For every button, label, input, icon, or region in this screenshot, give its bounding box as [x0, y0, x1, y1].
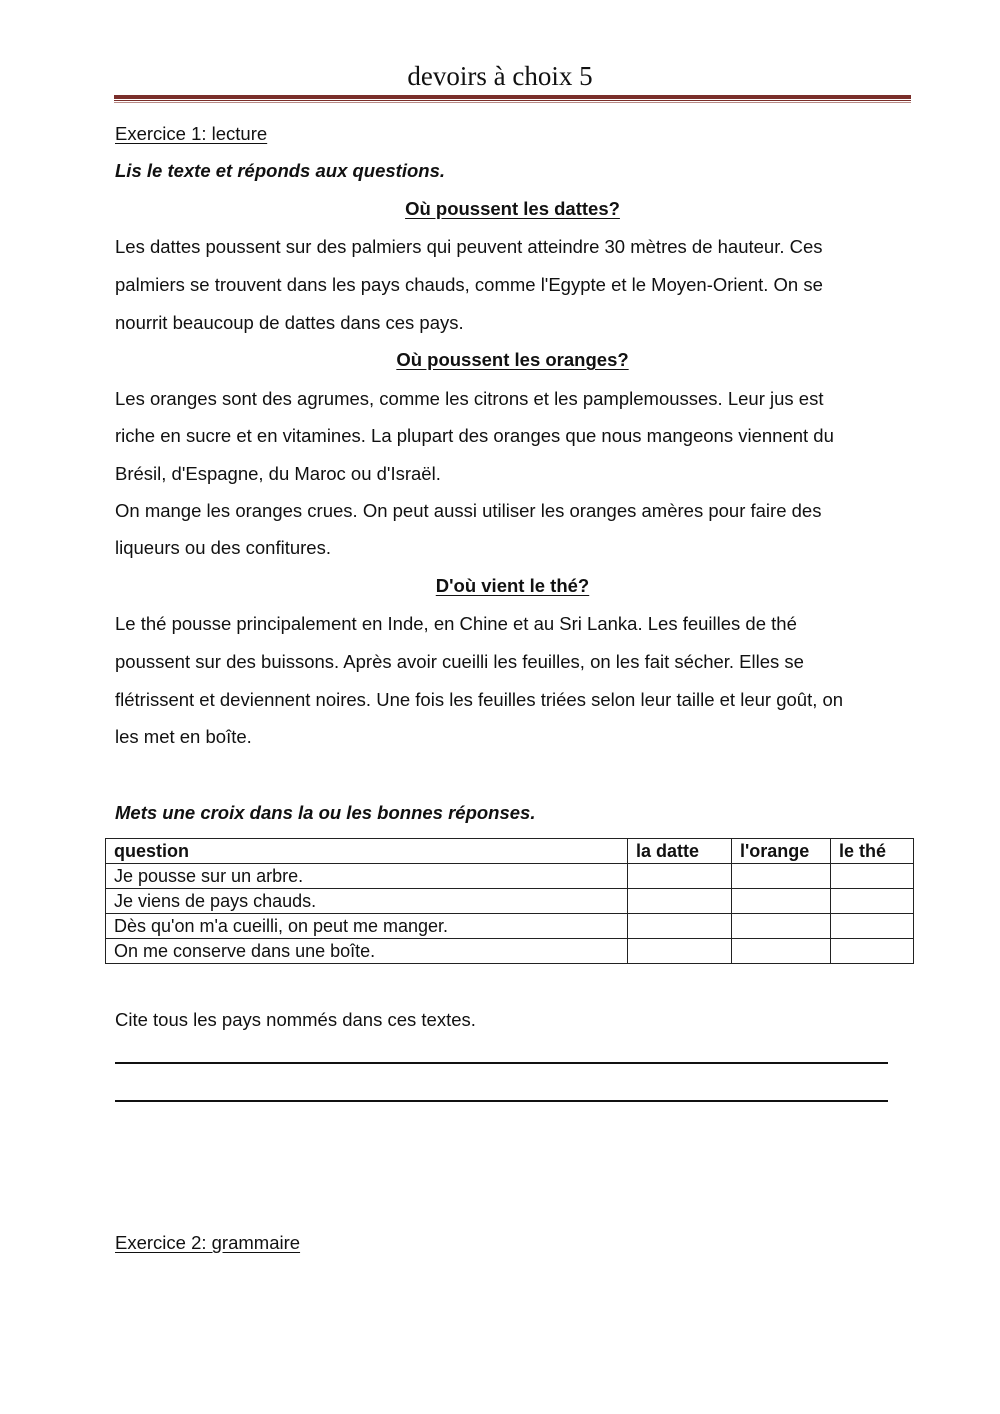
header-orange: l'orange [732, 839, 831, 864]
question-cell: On me conserve dans une boîte. [106, 939, 628, 964]
text-line: nourrit beaucoup de dattes dans ces pays. [115, 312, 464, 333]
answer-line[interactable] [115, 1062, 888, 1064]
exercise1-title: Exercice 1: lecture [115, 123, 268, 144]
table-row [106, 914, 914, 939]
answer-cell-datte[interactable] [628, 914, 732, 939]
answer-cell-datte[interactable] [628, 864, 732, 889]
exercise2-title: Exercice 2: grammaire [115, 1232, 301, 1253]
header-rule [114, 95, 911, 99]
exercise1-instruction: Lis le texte et réponds aux questions. [115, 160, 446, 181]
question-cell: Je viens de pays chauds. [106, 889, 628, 914]
answer-cell-datte[interactable] [628, 889, 732, 914]
page-title: devoirs à choix 5 [407, 61, 593, 91]
answer-cell-orange[interactable] [732, 939, 831, 964]
table-row [106, 864, 914, 889]
answer-cell-orange[interactable] [732, 889, 831, 914]
text-line: flétrissent et deviennent noires. Une fois les feuilles triées selon leur taille et leur goût, on [115, 689, 844, 710]
answer-cell-orange[interactable] [732, 914, 831, 939]
text-line: les met en boîte. [115, 726, 252, 747]
table-header-row [106, 839, 914, 864]
header-the: le thé [831, 839, 914, 864]
text-line: Les dattes poussent sur des palmiers qui peuvent atteindre 30 mètres de hauteur. Ces [115, 236, 823, 257]
question-cell: Dès qu'on m'a cueilli, on peut me manger. [106, 914, 628, 939]
text-line: Brésil, d'Espagne, du Maroc ou d'Israël. [115, 463, 441, 484]
text-line: poussent sur des buissons. Après avoir cueilli les feuilles, on les fait sécher. Elles se [115, 651, 804, 672]
section-heading-dattes: Où poussent les dattes? [405, 198, 620, 219]
answer-cell-the[interactable] [831, 864, 914, 889]
text-line: Le thé pousse principalement en Inde, en Chine et au Sri Lanka. Les feuilles de thé [115, 613, 797, 634]
answer-table [105, 838, 914, 964]
answer-cell-datte[interactable] [628, 939, 732, 964]
text-line: palmiers se trouvent dans les pays chauds, comme l'Egypte et le Moyen-Orient. On se [115, 274, 823, 295]
answer-line[interactable] [115, 1100, 888, 1102]
text-line: On mange les oranges crues. On peut aussi utiliser les oranges amères pour faire des [115, 500, 822, 521]
table-row [106, 889, 914, 914]
question-cell: Je pousse sur un arbre. [106, 864, 628, 889]
answer-cell-the[interactable] [831, 939, 914, 964]
header-rule-thin [114, 100, 911, 101]
header-question: question [106, 839, 628, 864]
header-rule-shadow [114, 102, 911, 103]
text-line: riche en sucre et en vitamines. La plupart des oranges que nous mangeons viennent du [115, 425, 834, 446]
text-line: Les oranges sont des agrumes, comme les citrons et les pamplemousses. Leur jus est [115, 388, 824, 409]
table-instruction: Mets une croix dans la ou les bonnes réponses. [115, 802, 536, 823]
header-datte: la datte [628, 839, 732, 864]
answer-cell-the[interactable] [831, 889, 914, 914]
text-line: liqueurs ou des confitures. [115, 537, 331, 558]
question-countries: Cite tous les pays nommés dans ces textes. [115, 1009, 476, 1030]
section-heading-the: D'où vient le thé? [435, 575, 590, 596]
answer-cell-the[interactable] [831, 914, 914, 939]
section-heading-oranges: Où poussent les oranges? [396, 349, 629, 370]
table-row [106, 939, 914, 964]
answer-cell-orange[interactable] [732, 864, 831, 889]
